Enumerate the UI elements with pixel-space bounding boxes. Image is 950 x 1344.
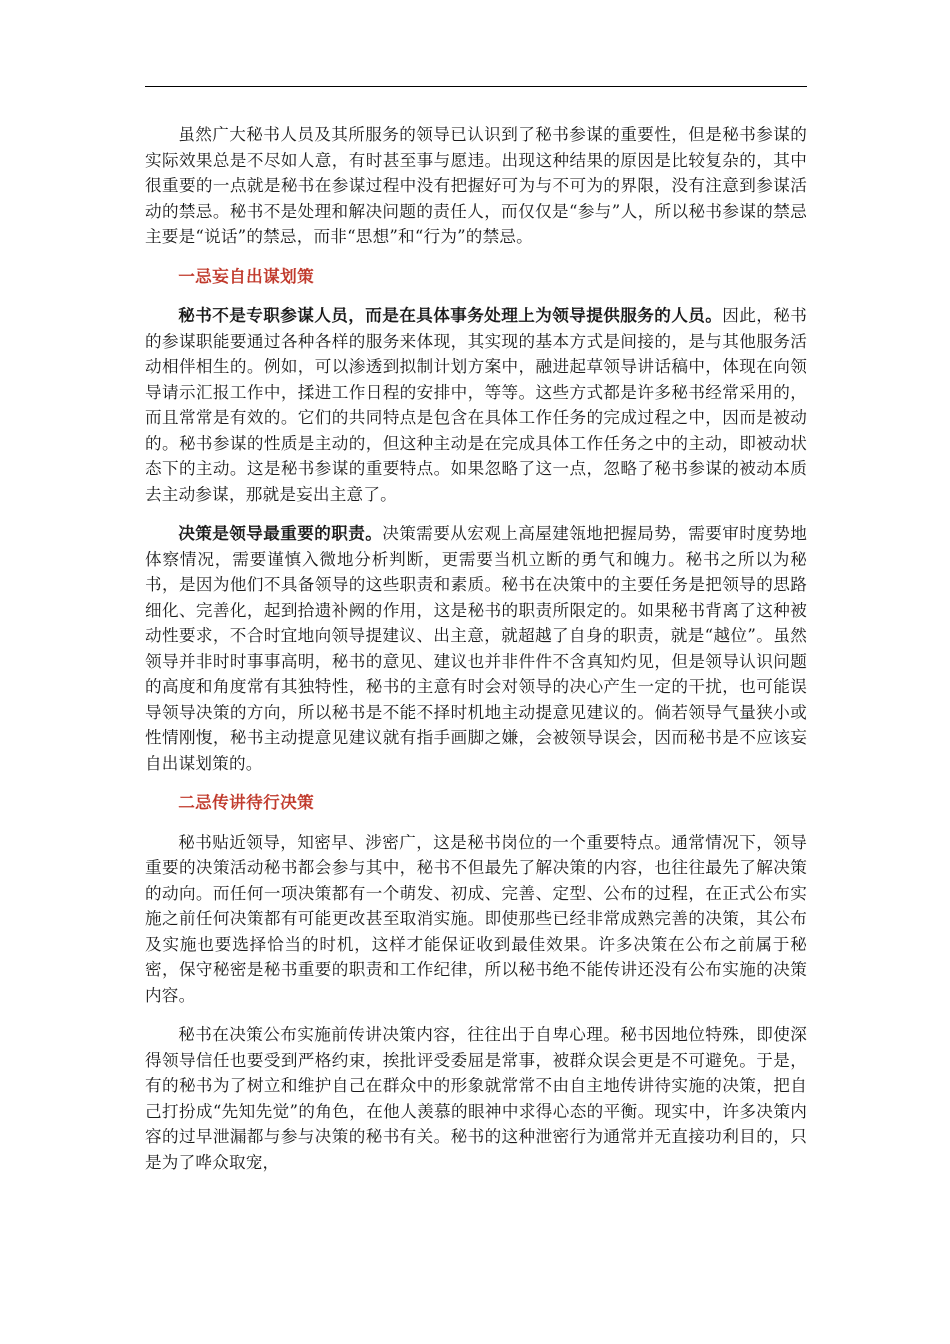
section-1-paragraph-2-body: 决策需要从宏观上高屋建瓴地把握局势，需要审时度势地体察情况，需要谨慎入微地分析判断，更需要当机立断的勇气和魄力。秘书之所以为秘书，是因为他们不具备领导的这些职责和素质。秘书在决策中的主要任务是把领导的思路细化、完善化，起到拾遗补阙的作用，这是秘书的职责所限定的。如果秘书背离了这种被动性要求，不合时宜地向领导提建议、出主意，就超越了自身的职责，就是“越位”。虽然领导并非时时事事高明，秘书的意见、建议也并非件件不含真知灼见，但是领导认识问题的高度和角度常有其独特性，秘书的主意有时会对领导的决心产生一定的干扰，也可能误导领导决策的方向，所以秘书是不能不择时机地主动提意见建议的。倘若领导气量狭小或性情刚愎，秘书主动提意见建议就有指手画脚之嫌，会被领导误会，因而秘书是不应该妄自出谋划策的。 <box>145 524 808 773</box>
section-2-paragraph-2: 秘书在决策公布实施前传讲决策内容，往往出于自卑心理。秘书因地位特殊，即使深得领导信任也要受到严格约束，挨批评受委屈是常事，被群众误会更是不可避免。于是，有的秘书为了树立和维护自己在群众中的形象就常常不由自主地传讲待实施的决策，把自己打扮成“先知先觉”的角色，在他人羡慕的眼神中求得心态的平衡。现实中，许多决策内容的过早泄漏都与参与决策的秘书有关。秘书的这种泄密行为通常并无直接功利目的，只是为了哗众取宠， <box>145 1025 807 1172</box>
section-1-heading: 一忌妄自出谋划策 <box>178 266 315 286</box>
section-1-paragraph-1-body: 因此，秘书的参谋职能要通过各种各样的服务来体现，其实现的基本方式是间接的，是与其他服务活动相伴相生的。例如，可以渗透到拟制计划方案中，融进起草领导讲话稿中，体现在向领导请示汇报工作中，揉进工作日程的安排中，等等。这些方式都是许多秘书经常采用的，而且常常是有效的。它们的共同特点是包含在具体工作任务的完成过程之中，因而是被动的。秘书参谋的性质是主动的，但这种主动是在完成具体工作任务之中的主动，即被动状态下的主动。这是秘书参谋的重要特点。如果忽略了这一点，忽略了秘书参谋的被动本质去主动参谋，那就是妄出主意了。 <box>145 306 807 504</box>
header-rule <box>145 86 807 87</box>
document-body <box>145 122 807 1189</box>
section-1-paragraph-2 <box>145 521 807 776</box>
intro-paragraph: 虽然广大秘书人员及其所服务的领导已认识到了秘书参谋的重要性，但是秘书参谋的实际效果总是不尽如人意，有时甚至事与愿违。出现这种结果的原因是比较复杂的，其中很重要的一点就是秘书在参谋过程中没有把握好可为与不可为的界限，没有注意到参谋活动的禁忌。秘书不是处理和解决问题的责任人，而仅仅是“参与”人，所以秘书参谋的禁忌主要是“说话”的禁忌，而非“思想”和“行为”的禁忌。 <box>145 125 807 246</box>
section-1-paragraph-1 <box>145 303 807 507</box>
section-1-paragraph-1-lead: 秘书不是专职参谋人员，而是在具体事务处理上为领导提供服务的人员。 <box>178 305 723 325</box>
section-2-heading: 二忌传讲待行决策 <box>178 793 315 812</box>
section-2-paragraph-1: 秘书贴近领导，知密早、涉密广，这是秘书岗位的一个重要特点。通常情况下，领导重要的决策活动秘书都会参与其中，秘书不但最先了解决策的内容，也往往最先了解决策的动向。而任何一项决策都有一个萌发、初成、完善、定型、公布的过程，在正式公布实施之前任何决策都有可能更改甚至取消实施。即使那些已经非常成熟完善的决策，其公布及实施也要选择恰当的时机，这样才能保证收到最佳效果。许多决策在公布之前属于秘密，保守秘密是秘书重要的职责和工作纪律，所以秘书绝不能传讲还没有公布实施的决策内容。 <box>145 832 807 1005</box>
section-1-paragraph-2-lead: 决策是领导最重要的职责。 <box>178 523 383 543</box>
